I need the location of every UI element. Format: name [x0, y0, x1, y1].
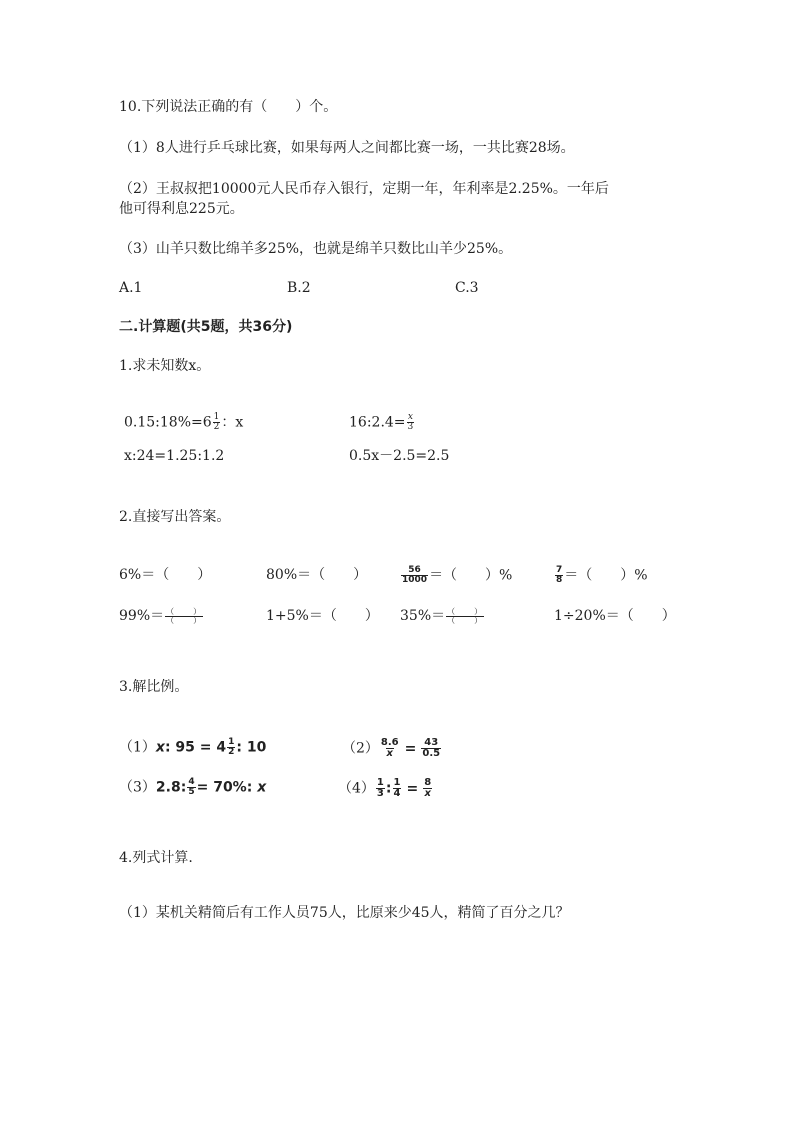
denominator: 3 [407, 422, 414, 432]
numerator: 1 [228, 737, 235, 747]
q1-e1-prefix: 0.15:18%=6 [124, 414, 212, 431]
q2-r2c4: 1÷20%＝（ ） [554, 608, 676, 624]
denominator: 3 [376, 788, 384, 799]
colon: : [385, 780, 392, 797]
q3-p3-label: （3） [119, 779, 156, 796]
q3-p4-label: （4） [338, 780, 375, 797]
q1-equation-3: x:24=1.25:1.2 [124, 448, 225, 464]
q3-problem-4 [338, 778, 433, 799]
q2-r1c4 [554, 566, 648, 585]
denominator: （ ） [447, 615, 484, 625]
denominator: 5 [188, 787, 195, 797]
q2-r1c1: 6%＝（ ） [119, 567, 212, 583]
q3-p2-label: （2） [342, 740, 379, 757]
q2-r2c1-prefix: 99%＝ [119, 608, 165, 624]
denominator: 2 [213, 422, 220, 432]
q1-equation-2 [349, 413, 415, 432]
q3-p1-fraction [227, 738, 235, 757]
numerator: 1 [213, 412, 220, 422]
q1-e2-prefix: 16:2.4= [349, 414, 406, 431]
q1-stem: 1.求未知数x。 [119, 358, 211, 374]
numerator: 43 [424, 737, 439, 748]
q2-r2c3 [400, 607, 485, 625]
q10-option-a: A.1 [119, 280, 143, 296]
q2-r2c3-fraction [446, 608, 484, 625]
q3-p1-mid: : 95 = 4 [164, 739, 227, 756]
q3-p2-fraction-2 [421, 738, 441, 759]
q3-p3-mid: = 70%: [196, 779, 258, 796]
numerator: 1 [393, 777, 401, 788]
q2-r1c2: 80%＝（ ） [266, 567, 368, 583]
q4-statement-1: （1）某机关精简后有工作人员75人，比原来少45人，精简了百分之几？ [119, 905, 570, 921]
numerator: （ ） [166, 606, 203, 616]
q3-p3-fraction [187, 778, 195, 797]
q3-p3-start: 2.8: [155, 779, 187, 796]
q3-problem-3 [119, 778, 266, 797]
denominator: 1000 [402, 575, 428, 585]
q2-stem: 2.直接写出答案。 [119, 509, 231, 525]
numerator: 1 [376, 777, 384, 788]
variable-x: x [257, 779, 267, 796]
q3-problem-1 [119, 738, 266, 757]
q4-stem: 4.列式计算. [119, 850, 193, 866]
q3-p1-end: : 10 [236, 739, 267, 756]
q3-p2-fraction-1 [380, 738, 400, 759]
q1-equation-1 [124, 413, 243, 432]
denominator: 2 [228, 747, 235, 757]
equals: = [404, 740, 417, 757]
numerator: （ ） [447, 606, 484, 616]
q2-r1c4-suffix: ＝（ ）% [564, 567, 648, 584]
q2-r1c3 [400, 566, 512, 585]
q1-e1-fraction [213, 413, 221, 432]
q3-p4-fraction-1 [376, 778, 385, 799]
q2-r1c3-suffix: ＝（ ）% [429, 567, 513, 584]
q3-p4-fraction-3 [423, 778, 432, 799]
denominator: x [424, 788, 431, 799]
q2-r2c1 [119, 607, 204, 625]
q3-p4-fraction-2 [393, 778, 402, 799]
numerator: 8 [424, 777, 432, 788]
q2-r2c2: 1+5%＝（ ） [266, 608, 379, 624]
equals: = [406, 780, 419, 797]
q1-equation-4: 0.5x－2.5=2.5 [349, 448, 450, 464]
q10-option-c: C.3 [455, 280, 479, 296]
denominator: 0.5 [422, 748, 441, 759]
q10-stem: 10.下列说法正确的有（ ）个。 [119, 99, 338, 115]
numerator: 7 [556, 565, 563, 575]
denominator: 8 [556, 575, 563, 585]
numerator: 8.6 [380, 737, 399, 748]
numerator: 56 [408, 565, 421, 575]
denominator: （ ） [166, 615, 203, 625]
q10-statement-2b: 他可得利息225元。 [119, 201, 244, 217]
q2-r2c3-prefix: 35%＝ [400, 608, 446, 624]
q2-r1c4-fraction [555, 566, 563, 585]
q3-p1-label: （1） [119, 739, 156, 756]
numerator: 4 [188, 777, 195, 787]
numerator: x [407, 412, 413, 422]
section-title: 二.计算题(共5题，共36分) [119, 319, 293, 335]
denominator: 4 [393, 788, 401, 799]
q3-stem: 3.解比例。 [119, 679, 189, 695]
q10-statement-2a: （2）王叔叔把10000元人民币存入银行，定期一年，年利率是2.25%。一年后 [119, 181, 609, 197]
q2-r2c1-fraction [165, 608, 203, 625]
q1-e1-suffix: ：x [221, 414, 244, 431]
q10-option-b: B.2 [287, 280, 311, 296]
q1-e2-fraction [407, 413, 415, 432]
variable-x: x [155, 739, 165, 756]
q3-problem-2 [342, 738, 442, 759]
q2-r1c3-fraction [401, 566, 428, 585]
q10-statement-3: （3）山羊只数比绵羊多25%，也就是绵羊只数比山羊少25%。 [119, 241, 513, 257]
denominator: x [386, 748, 393, 759]
q10-statement-1: （1）8人进行乒乓球比赛，如果每两人之间都比赛一场，一共比赛28场。 [119, 140, 575, 156]
